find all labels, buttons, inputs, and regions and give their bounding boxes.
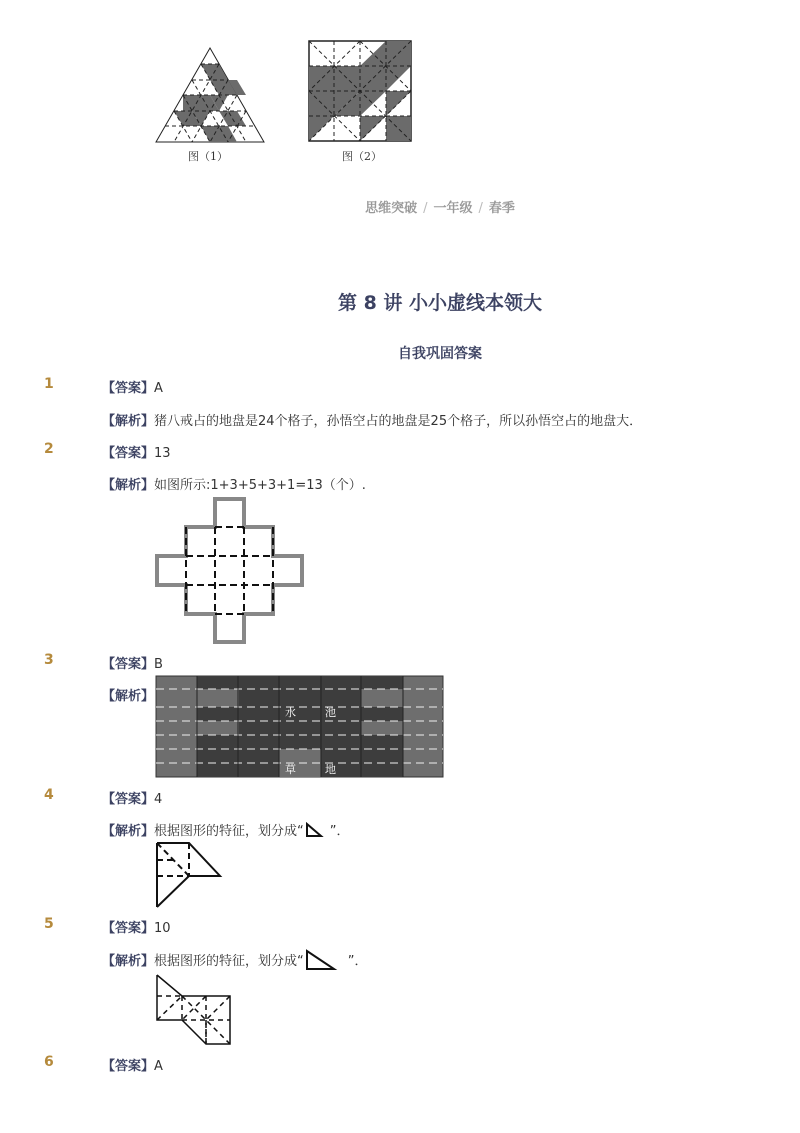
analysis-text: 如图所示:1+3+5+3+1=13（个）.	[154, 478, 366, 493]
small-triangle-icon	[304, 822, 326, 838]
footer-separator: /	[478, 201, 483, 216]
q4-triangle-figure	[154, 840, 226, 910]
answer-line	[102, 442, 171, 461]
figure-1-triangle	[150, 44, 270, 146]
analysis-text-pre: 根据图形的特征，划分成“	[154, 824, 304, 839]
answer-line	[102, 377, 163, 396]
figure-label-pond: 池	[325, 706, 336, 719]
analysis-text-post: ”．	[347, 954, 368, 969]
pond-grass-figure	[155, 675, 445, 779]
analysis-tag: 【解析】	[102, 824, 155, 839]
answer-value: 10	[154, 921, 171, 936]
analysis-tag: 【解析】	[102, 414, 155, 429]
question-number: 1	[44, 376, 54, 392]
figure-2-square	[306, 38, 414, 144]
analysis-tag: 【解析】	[102, 478, 155, 493]
footer-separator: /	[423, 201, 428, 216]
figure-label-ground: 地	[325, 763, 336, 776]
figure-label-grass: 草	[285, 763, 296, 776]
page-footer	[0, 197, 800, 216]
analysis-tag: 【解析】	[102, 689, 155, 704]
question-number: 6	[44, 1054, 54, 1070]
analysis-line	[102, 474, 366, 493]
answer-line	[102, 917, 171, 936]
footer-grade: 一年级	[433, 201, 473, 216]
q5-composite-figure	[154, 972, 234, 1048]
analysis-text-post: ”．	[329, 824, 350, 839]
answer-line	[102, 788, 162, 807]
question-number: 4	[44, 787, 54, 803]
analysis-text-pre: 根据图形的特征，划分成“	[154, 954, 304, 969]
answer-value: 4	[154, 792, 163, 807]
answer-tag: 【答案】	[102, 381, 155, 396]
answer-line	[102, 653, 163, 672]
answer-tag: 【答案】	[102, 1059, 155, 1074]
analysis-text: 猪八戒占的地盘是24个格子，孙悟空占的地盘是25个格子，所以孙悟空占的地盘大．	[154, 414, 643, 429]
figure-label-water: 水	[285, 706, 296, 719]
answer-value: B	[154, 657, 163, 672]
lecture-title: 第 8 讲 小小虚线本领大	[337, 292, 543, 314]
analysis-line	[102, 410, 642, 429]
answer-value: A	[154, 1059, 163, 1074]
answer-tag: 【答案】	[102, 657, 155, 672]
cross-grid-figure	[154, 496, 306, 646]
figure-1-caption: 图（1）	[188, 150, 228, 163]
answer-tag: 【答案】	[102, 446, 155, 461]
answer-value: 13	[154, 446, 171, 461]
figure-2-caption: 图（2）	[342, 150, 382, 163]
question-number: 5	[44, 916, 54, 932]
analysis-line	[102, 820, 350, 839]
footer-subject: 思维突破	[365, 201, 418, 216]
question-number: 3	[44, 652, 54, 668]
analysis-tag: 【解析】	[102, 954, 155, 969]
footer-term: 春季	[488, 201, 515, 216]
answer-line	[102, 1055, 163, 1074]
question-number: 2	[44, 441, 54, 457]
analysis-line	[102, 685, 154, 704]
right-triangle-icon	[304, 949, 338, 971]
section-title: 自我巩固答案	[398, 346, 482, 362]
answer-tag: 【答案】	[102, 921, 155, 936]
answer-tag: 【答案】	[102, 792, 155, 807]
analysis-line	[102, 949, 368, 971]
answer-value: A	[154, 381, 163, 396]
